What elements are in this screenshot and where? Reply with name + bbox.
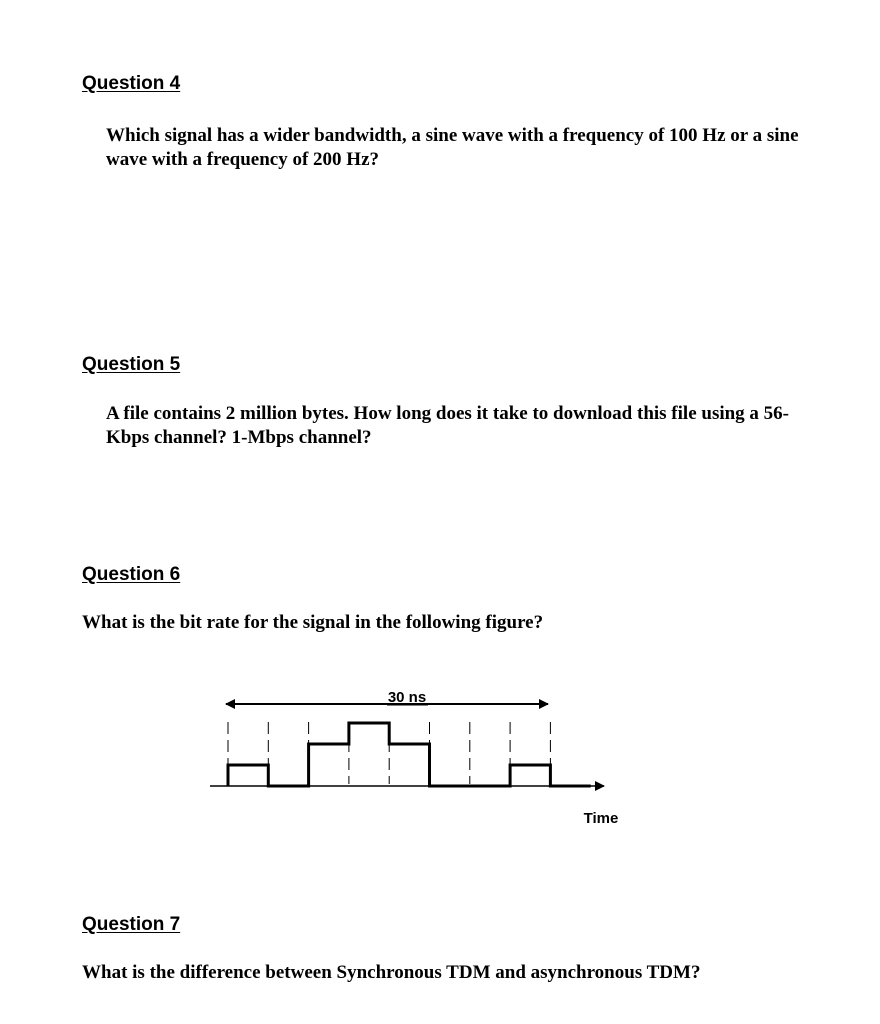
- question-7-heading: Question 7: [82, 914, 181, 935]
- bit-boundary-guides: [228, 722, 550, 784]
- question-5-heading: Question 5: [82, 354, 181, 375]
- question-4-heading: Question 4: [82, 73, 181, 94]
- question-4-text: Which signal has a wider bandwidth, a sine wave with a frequency of 100 Hz or a sine wave with a frequency of 200 Hz?: [106, 125, 799, 170]
- span-label: 30 ns: [387, 689, 427, 706]
- question-7-text: What is the difference between Synchronous TDM and asynchronous TDM?: [82, 962, 701, 983]
- question-6-text: What is the bit rate for the signal in the following figure?: [82, 612, 544, 633]
- question-6-heading: Question 6: [82, 564, 181, 585]
- question-5-text: A file contains 2 million bytes. How long does it take to download this file using a 56-Kbps channel? 1-Mbps channel?: [106, 403, 790, 448]
- time-axis-label: Time: [583, 810, 619, 827]
- signal-waveform: [228, 723, 591, 786]
